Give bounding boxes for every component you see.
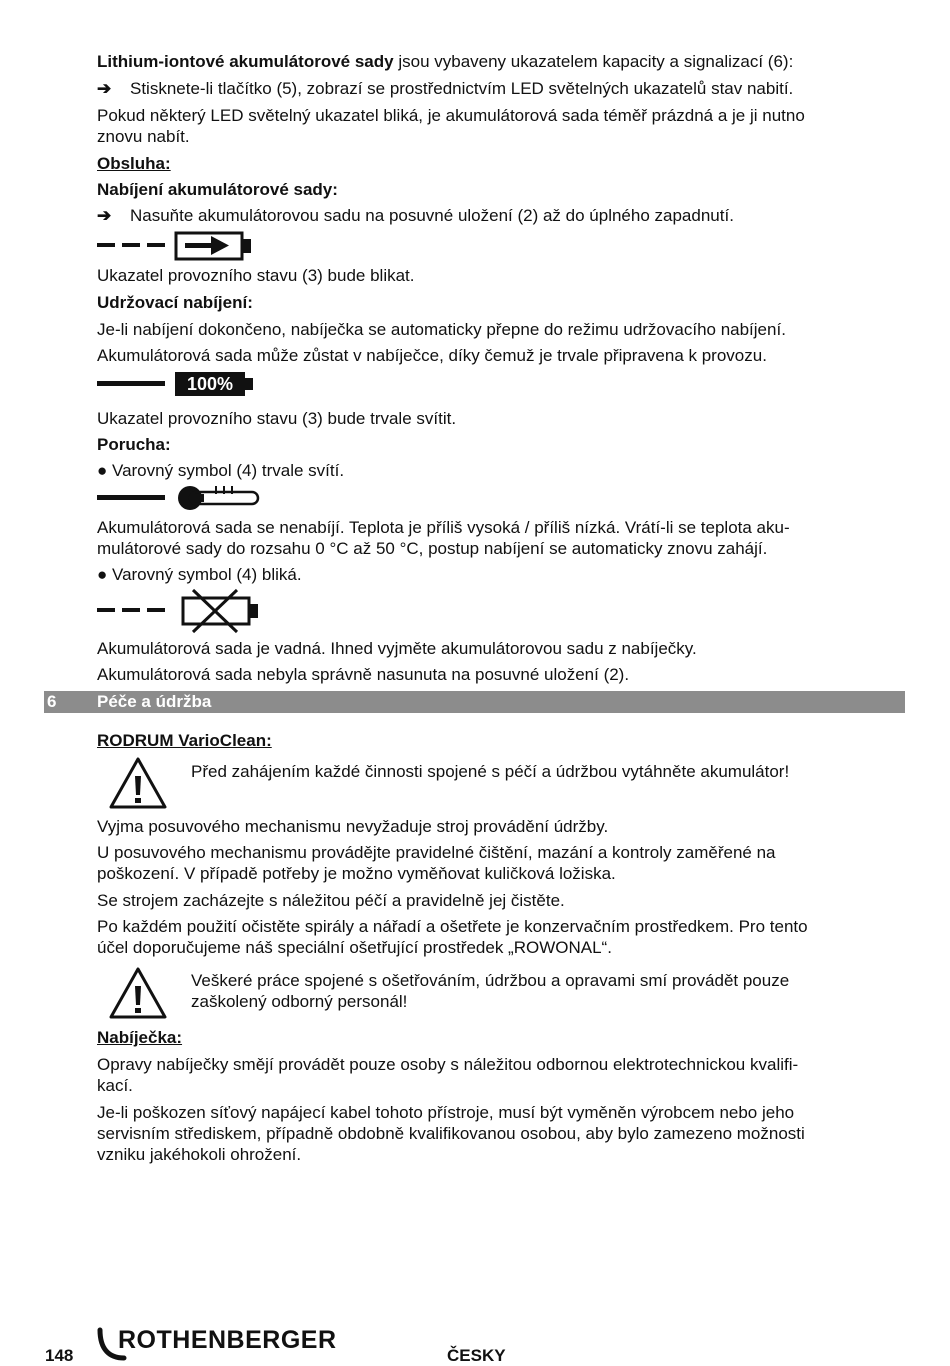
maintenance-para-2a: U posuvového mechanismu provádějte pravidelné čištění, mazání a kontroly zaměřené na	[97, 843, 776, 862]
warning-triangle-icon	[108, 756, 168, 810]
heading-rodrum: RODRUM VarioClean:	[97, 731, 272, 750]
maintenance-para-2b: poškození. V případě potřeby je možno vyměňovat kuličková ložiska.	[97, 864, 616, 883]
paragraph-maintenance-1: Je-li nabíjení dokončeno, nabíječka se automaticky přepne do režimu udržovacího nabíjení.	[97, 320, 786, 339]
warning-triangle-icon	[108, 966, 168, 1020]
heading-porucha: Porucha:	[97, 435, 171, 454]
status-steady: Ukazatel provozního stavu (3) bude trvale svítit.	[97, 409, 457, 428]
warning-text-qualified-1: Veškeré práce spojené s ošetřováním, údržbou a opravami smí provádět pouze	[191, 971, 790, 990]
solid-line-icon	[97, 381, 165, 386]
paragraph-led-blink-1: Pokud některý LED světelný ukazatel bliká, je akumulátorová sada téměř prázdná a je ji nutno	[97, 106, 805, 125]
temperature-para-1: Akumulátorová sada se nenabíjí. Teplota je příliš vysoká / příliš nízká. Vrátí-li se teplota aku-	[97, 518, 790, 537]
maintenance-para-3: Se strojem zacházejte s náležitou péčí a pravidelně jej čistěte.	[97, 891, 565, 910]
paragraph-led-blink-2: znovu nabít.	[97, 127, 190, 146]
warning-text-qualified-2: zaškolený odborný personál!	[191, 992, 408, 1011]
warning-blinking: ● Varovný symbol (4) bliká.	[97, 565, 302, 584]
status-blinking: Ukazatel provozního stavu (3) bude blikat.	[97, 266, 415, 285]
charger-para-2c: vzniku jakéhokoli ohrožení.	[97, 1145, 302, 1164]
arrow-icon: ➔	[97, 79, 112, 98]
charger-para-1b: kací.	[97, 1076, 133, 1095]
charger-para-2b: servisním střediskem, případně obdobně kvalifikovanou osobou, aby bylo zamezeno možnosti	[97, 1124, 805, 1143]
language-label: ČESKY	[447, 1346, 506, 1365]
heading-obsluha: Obsluha:	[97, 154, 171, 173]
logo-text: ROTHENBERGER	[118, 1326, 337, 1354]
thermometer-icon	[97, 484, 267, 512]
intro-paragraph	[97, 51, 793, 72]
charger-para-1a: Opravy nabíječky smějí provádět pouze osoby s náležitou odbornou elektrotechnickou kvalifi-	[97, 1055, 799, 1074]
heading-nabijeni: Nabíjení akumulátorové sady:	[97, 180, 338, 199]
warning-steady: ● Varovný symbol (4) trvale svítí.	[97, 461, 345, 480]
battery-charging-icon	[97, 231, 257, 261]
page-number: 148	[45, 1346, 74, 1365]
battery-defective-icon	[97, 588, 267, 634]
battery-terminal-icon	[245, 378, 253, 390]
intro-bold: Lithium-iontové akumulátorové sady	[97, 52, 394, 71]
warning-text-disconnect: Před zahájením každé činnosti spojené s péčí a údržbou vytáhněte akumulátor!	[191, 762, 790, 781]
maintenance-para-4a: Po každém použití očistěte spirály a nářadí a ošetřete je konzervačním prostředkem. Pro tento	[97, 917, 808, 936]
instruction-insert-battery: Nasuňte akumulátorovou sadu na posuvné uložení (2) až do úplného zapadnutí.	[130, 206, 734, 225]
battery-full-icon: 100%	[175, 372, 245, 396]
maintenance-para-1: Vyjma posuvového mechanismu nevyžaduje stroj provádění údržby.	[97, 817, 609, 836]
section-header	[44, 691, 905, 713]
inserted-wrong-para: Akumulátorová sada nebyla správně nasunuta na posuvné uložení (2).	[97, 665, 630, 684]
instruction-press-button: Stisknete-li tlačítko (5), zobrazí se prostřednictvím LED světelných ukazatelů stav nabití.	[130, 79, 794, 98]
arrow-icon: ➔	[97, 206, 112, 225]
heading-nabijecka: Nabíječka:	[97, 1028, 183, 1047]
paragraph-maintenance-2: Akumulátorová sada může zůstat v nabíječce, díky čemuž je trvale připravena k provozu.	[97, 346, 767, 365]
section-number: 6	[47, 692, 57, 711]
section-title: Péče a údržba	[97, 692, 212, 711]
maintenance-para-4b: účel doporučujeme náš speciální ošetřující prostředek „ROWONAL“.	[97, 938, 612, 957]
temperature-para-2: mulátorové sady do rozsahu 0 °C až 50 °C, postup nabíjení se automaticky znovu zahájí.	[97, 539, 768, 558]
intro-rest: jsou vybaveny ukazatelem kapacity a signalizací (6):	[393, 52, 794, 71]
heading-udrzovaci: Udržovací nabíjení:	[97, 293, 253, 312]
defective-para: Akumulátorová sada je vadná. Ihned vyjměte akumulátorovou sadu z nabíječky.	[97, 639, 697, 658]
charger-para-2a: Je-li poškozen síťový napájecí kabel tohoto přístroje, musí být vyměněn výrobcem nebo jeho	[97, 1103, 795, 1122]
